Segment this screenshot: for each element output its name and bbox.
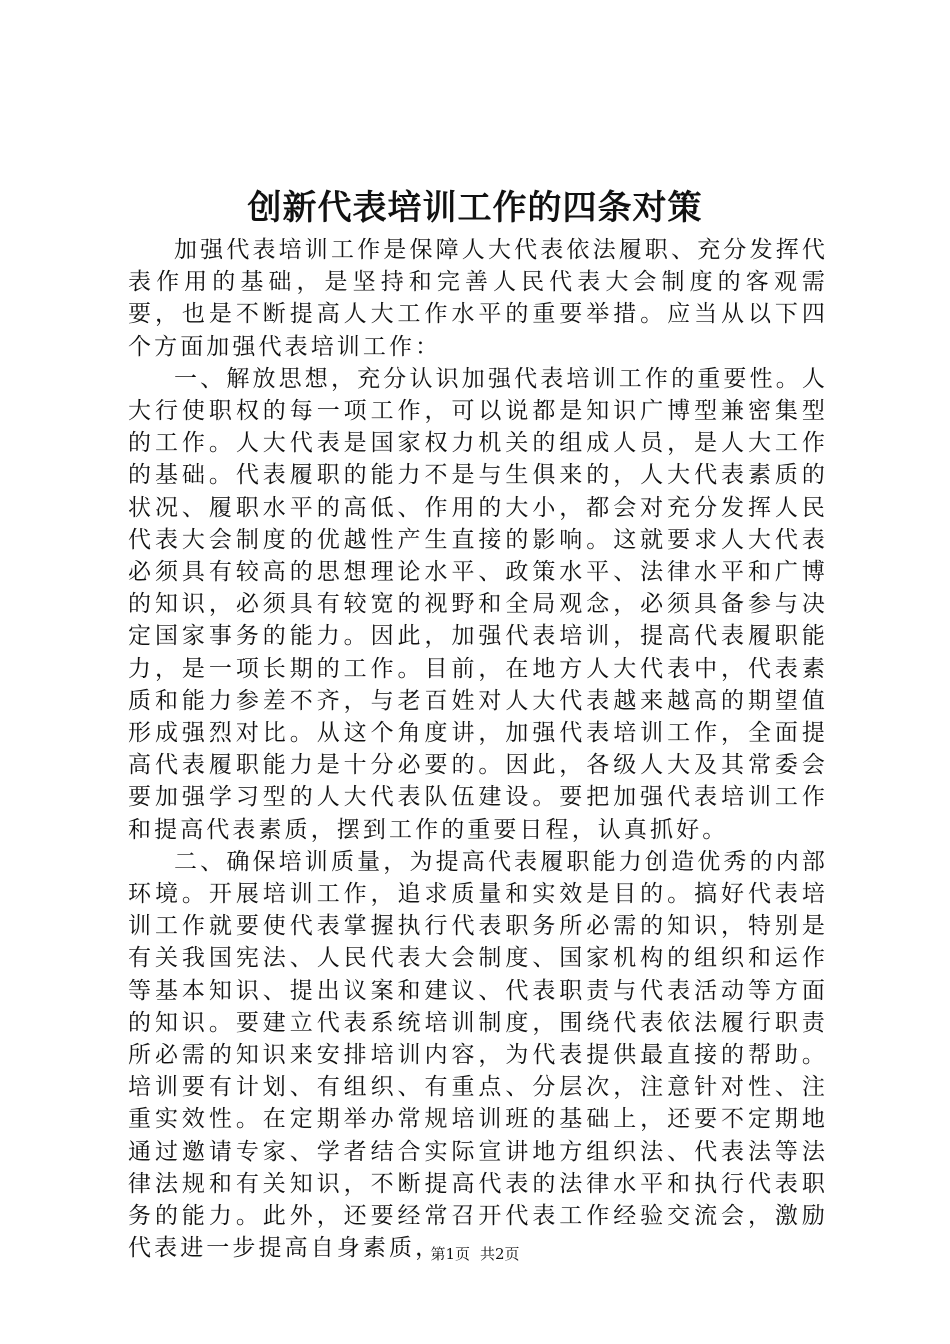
document-body	[128, 234, 828, 1265]
page-number: 第1页	[430, 1245, 470, 1263]
paragraph-section-1: 一、解放思想，充分认识加强代表培训工作的重要性。人大行使职权的每一项工作，可以说都是知识广博型兼密集型的工作。人大代表是国家权力机关的组成人员，是人大工作的基础。代表履职的能力不是与生俱来的，人大代表素质的状况、履职水平的高低、作用的大小，都会对充分发挥人民代表大会制度的优越性产生直接的影响。这就要求人大代表必须具有较高的思想理论水平、政策水平、法律水平和广博的知识，必须具有较宽的视野和全局观念，必须具备参与决定国家事务的能力。因此，加强代表培训，提高代表履职能力，是一项长期的工作。目前，在地方人大代表中，代表素质和能力参差不齐，与老百姓对人大代表越来越高的期望值形成强烈对比。从这个角度讲，加强代表培训工作，全面提高代表履职能力是十分必要的。因此，各级人大及其常委会要加强学习型的人大代表队伍建设。要把加强代表培训工作和提高代表素质，摆到工作的重要日程，认真抓好。	[128, 365, 828, 843]
page-footer	[0, 1244, 950, 1264]
page-total: 共2页	[480, 1245, 520, 1263]
paragraph-section-2: 二、确保培训质量，为提高代表履职能力创造优秀的内部环境。开展培训工作，追求质量和实效是目的。搞好代表培训工作就要使代表掌握执行代表职务所必需的知识，特别是有关我国宪法、人民代表大会制度、国家机构的组织和运作等基本知识、提出议案和建议、代表职责与代表活动等方面的知识。要建立代表系统培训制度，围绕代表依法履行职责所必需的知识来安排培训内容，为代表提供最直接的帮助。培训要有计划、有组织、有重点、分层次，注意针对性、注重实效性。在定期举办常规培训班的基础上，还要不定期地通过邀请专家、学者结合实际宣讲地方组织法、代表法等法律法规和有关知识，不断提高代表的法律水平和执行代表职务的能力。此外，还要经常召开代表工作经验交流会，激励代表进一步提高自身素质，	[128, 848, 828, 1262]
document-title: 创新代表培训工作的四条对策	[247, 188, 703, 228]
paragraph-intro: 加强代表培训工作是保障人大代表依法履职、充分发挥代表作用的基础，是坚持和完善人民代表大会制度的客观需要，也是不断提高人大工作水平的重要举措。应当从以下四个方面加强代表培训工作：	[128, 237, 828, 360]
